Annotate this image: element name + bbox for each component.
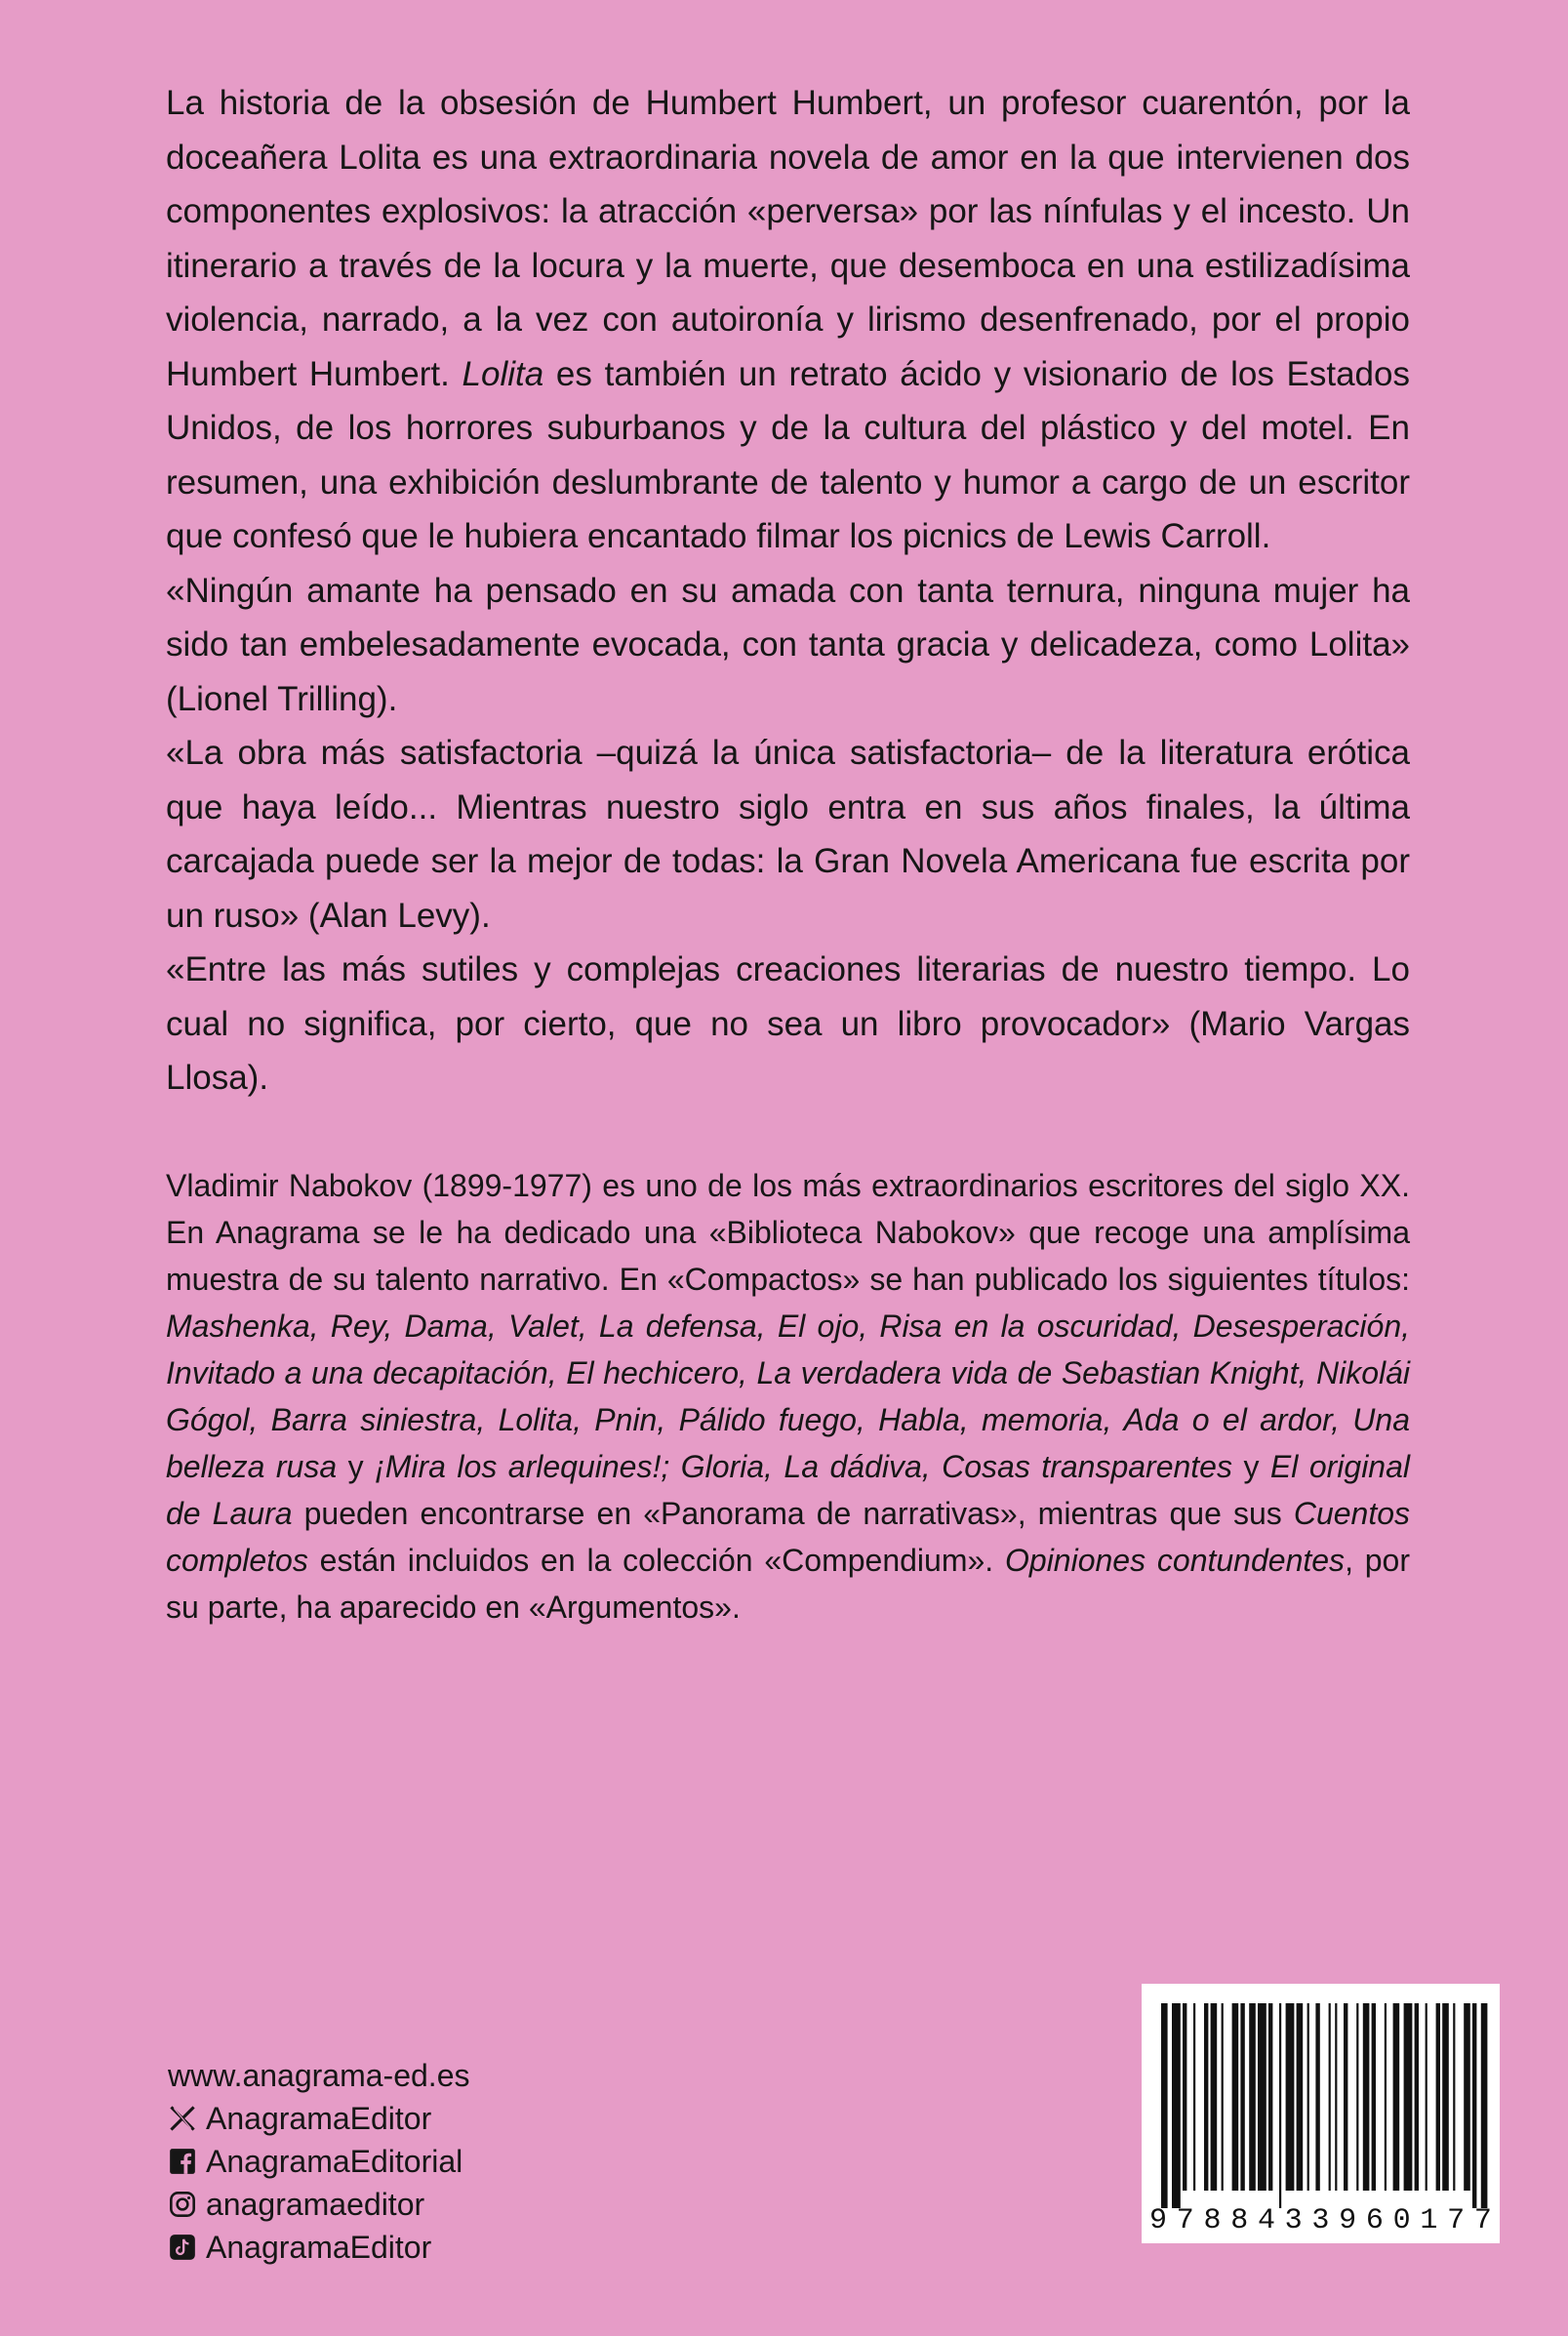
text-run: y <box>1231 1448 1270 1484</box>
text-run: «Ningún amante ha pensado en su amada con tanta ternura, ninguna mujer ha sido tan embelesadamente evocada, con tanta gracia y delicadeza, como Lolita» (Lionel Trilling). <box>166 571 1410 718</box>
facebook-account[interactable] <box>168 2140 469 2183</box>
barcode-digit: 8 <box>1203 2204 1222 2237</box>
barcode-bar <box>1172 2003 1181 2208</box>
barcode-bar <box>1297 2003 1304 2191</box>
instagram-account[interactable] <box>168 2183 469 2226</box>
barcode-bar <box>1258 2003 1266 2191</box>
back-cover-text <box>166 76 1410 1631</box>
x-account[interactable] <box>168 2097 469 2140</box>
barcode-digit: 7 <box>1447 2204 1466 2237</box>
barcode-digit: 9 <box>1149 2204 1168 2237</box>
barcode-bar <box>1436 2003 1440 2191</box>
quote-alan-levy <box>166 726 1410 943</box>
barcode-bar <box>1249 2003 1256 2191</box>
text-run: «Entre las más sutiles y complejas creaciones literarias de nuestro tiempo. Lo cual no significa, por cierto, que no sea un libro provocador» (Mario Vargas Llosa). <box>166 950 1410 1097</box>
blurb-paragraph <box>166 76 1410 564</box>
barcode-bar <box>1329 2003 1331 2191</box>
barcode-bar <box>1415 2003 1419 2191</box>
text-run: «La obra más satisfactoria –quizá la única satisfactoria– de la literatura erótica que haya leído... Mientras nuestro siglo entra en sus años finales, la última carcajada puede ser la mejor de todas: la Gran Novela Americana fue escrita por un ruso» (Alan Levy). <box>166 734 1410 935</box>
instagram-icon <box>168 2190 197 2219</box>
barcode-bar <box>1453 2003 1455 2191</box>
barcode-bar <box>1279 2003 1281 2208</box>
barcode-digit: 1 <box>1420 2204 1438 2237</box>
barcode-bar <box>1363 2003 1370 2191</box>
text-run: La historia de la obsesión de Humbert Humbert, un profesor cuarentón, por la doceañera Lolita es una extraordinaria novela de amor en la que intervienen dos componentes explosivos: la atracción «perversa» por las nínfulas y el incesto. Un itinerario a través de la locura y la muerte, que desemboca en una estilizadísima violencia, narrado, a la vez con autoironía y lirismo desenfrenado, por el propio Humbert Humbert. <box>166 84 1410 393</box>
barcode-bar <box>1240 2003 1244 2191</box>
facebook-icon <box>168 2147 197 2176</box>
barcode-digit: 8 <box>1230 2204 1249 2237</box>
website-text[interactable]: www.anagrama-ed.es <box>168 2058 470 2093</box>
text-run: , por su parte, ha aparecido en «Argumentos». <box>166 1542 1411 1625</box>
italic-title: Opiniones contundentes <box>1005 1542 1346 1578</box>
book-blurb <box>166 76 1410 1106</box>
barcode-bar <box>1307 2003 1309 2191</box>
barcode-digit: 7 <box>1176 2204 1194 2237</box>
barcode-digit: 3 <box>1311 2204 1330 2237</box>
italic-title: Lolita <box>462 354 544 393</box>
barcode-bar <box>1286 2003 1295 2191</box>
italic-title: Mashenka, Rey, Dama, Valet, La defensa, El ojo, Risa en la oscuridad, Desesperación, Invitado a una decapitación, El hechicero, La verdadera vida de Sebastian Knight, Nikolái Gógol, Barra siniestra, Lolita, Pnin, Pálido fuego, Habla, memoria, Ada o el ardor, Una belleza rusa <box>166 1308 1410 1484</box>
barcode-bar <box>1472 2003 1476 2208</box>
barcode-bar <box>1442 2003 1449 2191</box>
facebook-handle[interactable]: AnagramaEditorial <box>206 2144 463 2179</box>
barcode-bar <box>1268 2003 1272 2191</box>
barcode-digit: 9 <box>1339 2204 1357 2237</box>
italic-title: ¡Mira los arlequines!; Gloria, La dádiva, Cosas transparentes <box>375 1448 1232 1484</box>
barcode-bar <box>1232 2003 1239 2191</box>
barcode-bar <box>1393 2003 1400 2191</box>
barcode-digit: 6 <box>1365 2204 1384 2237</box>
isbn-barcode <box>1142 1984 1500 2243</box>
text-run: es también un retrato ácido y visionario de los Estados Unidos, de los horrores suburbanos y de la cultura del plástico y del motel. En resumen, una exhibición deslumbrante de talento y humor a cargo de un escritor que confesó que le hubiera encantado filmar los picnics de Lewis Carroll. <box>166 354 1410 555</box>
x-logo-icon <box>168 2104 197 2133</box>
instagram-handle[interactable]: anagramaeditor <box>206 2187 425 2222</box>
text-run: pueden encontrarse en «Panorama de narrativas», mientras que sus <box>292 1495 1294 1531</box>
barcode-bar <box>1385 2003 1387 2191</box>
tiktok-account[interactable] <box>168 2226 469 2269</box>
barcode-bar <box>1464 2003 1470 2191</box>
barcode-bar <box>1161 2003 1168 2208</box>
barcode-bar <box>1315 2003 1319 2191</box>
publisher-contacts <box>168 2054 469 2269</box>
barcode-digit: 4 <box>1257 2204 1275 2237</box>
barcode-bar <box>1404 2003 1413 2191</box>
author-bio <box>166 1162 1410 1631</box>
author-bio-paragraph <box>166 1162 1410 1631</box>
barcode-bar <box>1204 2003 1208 2191</box>
quote-lionel-trilling <box>166 564 1410 727</box>
barcode-number <box>1149 2206 1492 2235</box>
barcode-digit: 7 <box>1473 2204 1492 2237</box>
barcode-bar <box>1193 2003 1195 2191</box>
barcode-digit: 0 <box>1392 2204 1411 2237</box>
italic-title: El original de Laura <box>166 1448 1410 1531</box>
barcode-bar <box>1426 2003 1427 2191</box>
tiktok-icon <box>168 2233 197 2262</box>
barcode-digit: 3 <box>1284 2204 1303 2237</box>
text-run: Vladimir Nabokov (1899-1977) es uno de los más extraordinarios escritores del siglo XX. En Anagrama se le ha dedicado una «Biblioteca Nabokov» que recoge una amplísima muestra de su talento narrativo. En «Compactos» se han publicado los siguientes títulos: <box>166 1167 1410 1297</box>
barcode-bar <box>1372 2003 1376 2191</box>
barcode-bar <box>1183 2003 1186 2191</box>
barcode-bar <box>1344 2003 1347 2191</box>
tiktok-handle[interactable]: AnagramaEditor <box>206 2230 432 2265</box>
text-run: están incluidos en la colección «Compendium». <box>307 1542 1005 1578</box>
quote-mario-vargas-llosa <box>166 943 1410 1106</box>
barcode-bar <box>1222 2003 1224 2191</box>
barcode-bar <box>1335 2003 1337 2191</box>
barcode-bar <box>1481 2003 1488 2208</box>
x-handle[interactable]: AnagramaEditor <box>206 2101 432 2136</box>
italic-title: Cuentos completos <box>166 1495 1411 1578</box>
barcode-bar <box>1211 2003 1218 2191</box>
website-link[interactable] <box>168 2054 469 2097</box>
barcode-bar <box>1356 2003 1358 2191</box>
text-run: y <box>337 1448 376 1484</box>
